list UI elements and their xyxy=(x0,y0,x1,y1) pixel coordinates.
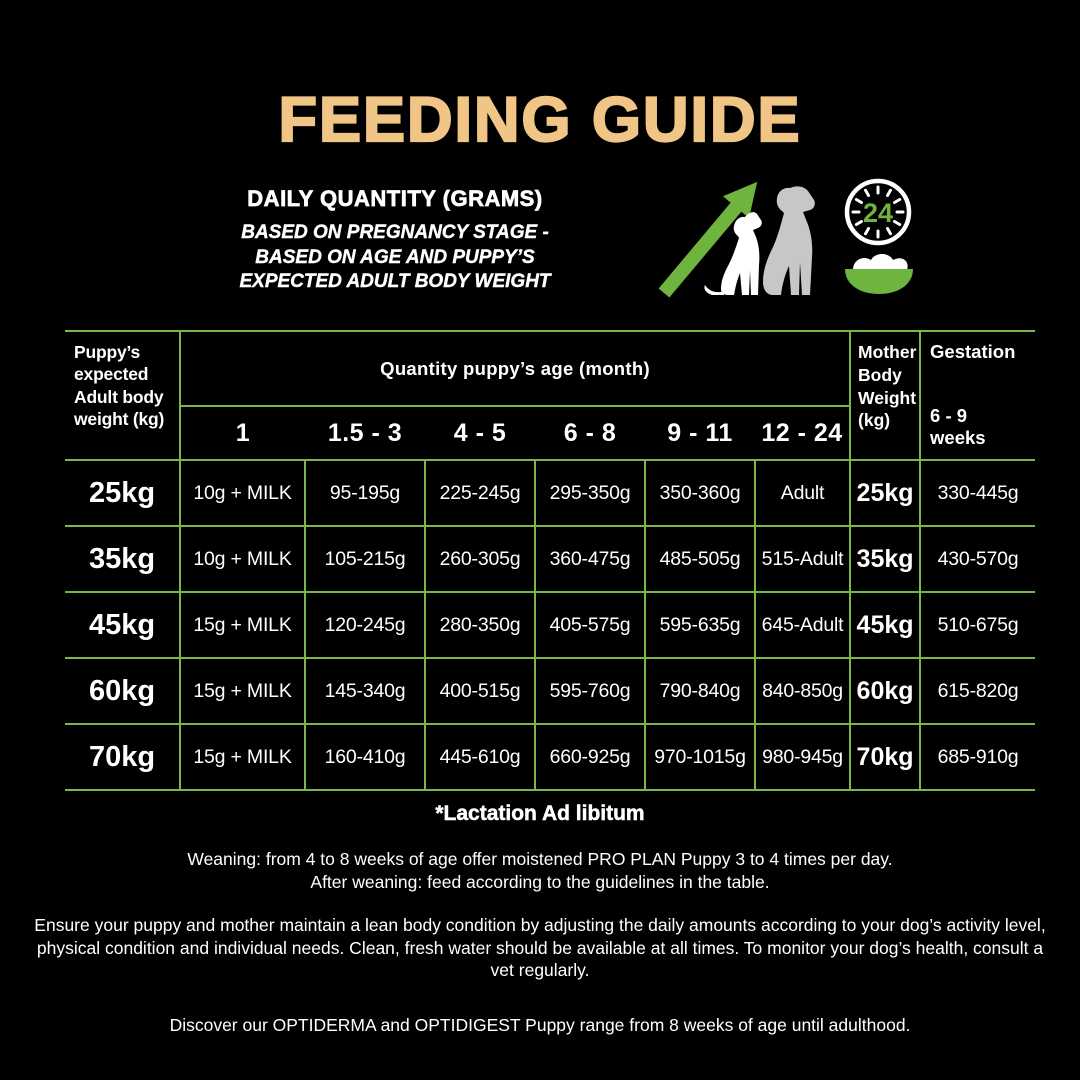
weaning-line1: Weaning: from 4 to 8 weeks of age offer moistened PRO PLAN Puppy 3 to 4 times per day. xyxy=(187,849,893,869)
quantity-cell: 225-245g xyxy=(425,460,535,526)
header-age-group: Quantity puppy’s age (month) xyxy=(180,331,850,406)
age-column-header: 1.5 - 3 xyxy=(305,406,425,460)
puppy-tail-icon xyxy=(704,285,724,295)
food-bowl-icon xyxy=(841,252,917,298)
growth-arrow-dogs-icon xyxy=(650,162,835,302)
quantity-cell: 15g + MILK xyxy=(180,658,305,724)
gestation-weeks-label: 6 - 9 weeks xyxy=(930,404,986,448)
quantity-cell: 95-195g xyxy=(305,460,425,526)
quantity-cell: 295-350g xyxy=(535,460,645,526)
header-puppy-weight: Puppy’s expected Adult body weight (kg) xyxy=(65,331,180,460)
quantity-cell: 790-840g xyxy=(645,658,755,724)
age-column-header: 1 xyxy=(180,406,305,460)
adult-dog-icon xyxy=(763,186,815,295)
clock-24h-icon xyxy=(842,176,914,248)
age-column-header: 12 - 24 xyxy=(755,406,850,460)
puppy-weight-cell: 25kg xyxy=(65,460,180,526)
quantity-cell: 10g + MILK xyxy=(180,460,305,526)
subtitle-line: BASED ON PREGNANCY STAGE - xyxy=(241,222,549,243)
age-column-header: 6 - 8 xyxy=(535,406,645,460)
feeding-table xyxy=(65,330,1035,791)
header-mother-weight: Mother Body Weight (kg) xyxy=(850,331,920,460)
quantity-cell: 145-340g xyxy=(305,658,425,724)
page-title: FEEDING GUIDE xyxy=(278,85,802,155)
quantity-cell: Adult xyxy=(755,460,850,526)
quantity-cell: 350-360g xyxy=(645,460,755,526)
clock-24-label: 24 xyxy=(862,198,894,228)
quantity-cell: 400-515g xyxy=(425,658,535,724)
bowl-shape xyxy=(845,269,913,294)
quantity-cell: 360-475g xyxy=(535,526,645,592)
table-row xyxy=(65,592,1035,658)
quantity-cell: 260-305g xyxy=(425,526,535,592)
quantity-cell: 405-575g xyxy=(535,592,645,658)
quantity-cell: 15g + MILK xyxy=(180,592,305,658)
weaning-note xyxy=(40,848,1040,894)
food-mound xyxy=(853,254,908,270)
table-row xyxy=(65,658,1035,724)
gestation-cell: 430-570g xyxy=(920,526,1035,592)
gestation-cell: 510-675g xyxy=(920,592,1035,658)
subtitle-line: BASED ON AGE AND PUPPY’S xyxy=(255,246,535,268)
quantity-cell: 595-635g xyxy=(645,592,755,658)
mother-weight-cell: 35kg xyxy=(850,526,920,592)
weaning-line2: After weaning: feed according to the guidelines in the table. xyxy=(310,872,770,892)
care-advice-note: Ensure your puppy and mother maintain a lean body condition by adjusting the daily amounts according to your dog’s activity level, physical condition and individual needs. Clean, fresh water should be available at all times. To monitor your dog’s health, consult a vet regularly. xyxy=(34,915,1046,980)
mother-weight-cell: 45kg xyxy=(850,592,920,658)
mother-weight-cell: 60kg xyxy=(850,658,920,724)
mother-weight-cell: 25kg xyxy=(850,460,920,526)
quantity-cell: 280-350g xyxy=(425,592,535,658)
quantity-cell: 595-760g xyxy=(535,658,645,724)
table-row xyxy=(65,460,1035,526)
quantity-cell: 515-Adult xyxy=(755,526,850,592)
puppy-weight-cell: 45kg xyxy=(65,592,180,658)
quantity-cell: 15g + MILK xyxy=(180,724,305,790)
quantity-cell: 105-215g xyxy=(305,526,425,592)
quantity-cell: 10g + MILK xyxy=(180,526,305,592)
subtitle-line: EXPECTED ADULT BODY WEIGHT xyxy=(239,271,551,292)
puppy-weight-cell: 60kg xyxy=(65,658,180,724)
table-row xyxy=(65,526,1035,592)
puppy-weight-cell: 35kg xyxy=(65,526,180,592)
lactation-note: *Lactation Ad libitum xyxy=(435,802,645,825)
header-gestation xyxy=(920,331,1035,460)
age-column-header: 4 - 5 xyxy=(425,406,535,460)
discover-note: Discover our OPTIDERMA and OPTIDIGEST Puppy range from 8 weeks of age until adulthood. xyxy=(169,1015,911,1035)
quantity-cell: 160-410g xyxy=(305,724,425,790)
quantity-cell: 645-Adult xyxy=(755,592,850,658)
puppy-weight-cell: 70kg xyxy=(65,724,180,790)
age-column-header: 9 - 11 xyxy=(645,406,755,460)
subtitle-block xyxy=(230,186,560,295)
gestation-cell: 615-820g xyxy=(920,658,1035,724)
daily-quantity-heading: DAILY QUANTITY (GRAMS) xyxy=(247,186,543,211)
table-row xyxy=(65,724,1035,790)
quantity-cell: 840-850g xyxy=(755,658,850,724)
quantity-cell: 970-1015g xyxy=(645,724,755,790)
gestation-cell: 330-445g xyxy=(920,460,1035,526)
gestation-label: Gestation xyxy=(930,341,1016,362)
quantity-cell: 120-245g xyxy=(305,592,425,658)
mother-weight-cell: 70kg xyxy=(850,724,920,790)
quantity-cell: 660-925g xyxy=(535,724,645,790)
quantity-cell: 980-945g xyxy=(755,724,850,790)
quantity-cell: 445-610g xyxy=(425,724,535,790)
gestation-cell: 685-910g xyxy=(920,724,1035,790)
quantity-cell: 485-505g xyxy=(645,526,755,592)
